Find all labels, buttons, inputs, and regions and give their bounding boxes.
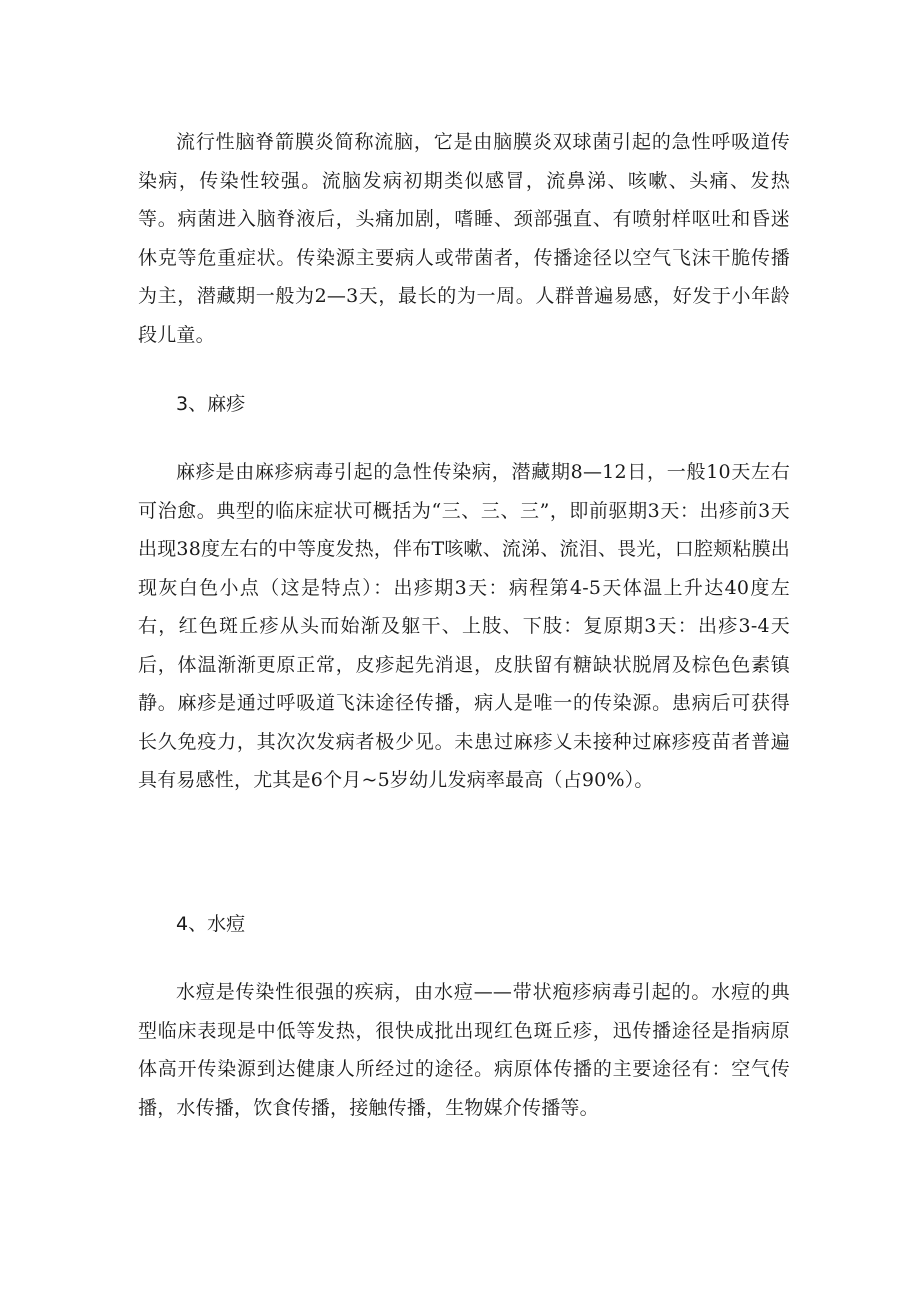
paragraph-meningitis: 流行性脑脊箭膜炎简称流脑，它是由脑膜炎双球菌引起的急性呼吸道传染病，传染性较强。流脑发病初期类似感冒，流鼻涕、咳嗽、头痛、发热等。病菌进入脑脊液后，头痛加剧，嗜睡、颈部强直、有喷射样呕吐和昏迷休克等危重症状。传染源主要病人或带菌者，传播途径以空气飞沫干脆传播为主，潜藏期一般为2—3天，最长的为一周。人群普遍易感，好发于小年龄段儿童。: [138, 131, 790, 346]
paragraph-measles: 麻疹是由麻疹病毒引起的急性传染病，潜藏期8—12日，一般10天左右可治愈。典型的临床症状可概括为“三、三、三”，即前驱期3天：出疹前3天出现38度左右的中等度发热，伴布T咳嗽、流涕、流泪、畏光，口腔颊粘膜出现灰白色小点（这是特点）：出疹期3天：病程第4-5天体温上升达40度左右，红色斑丘疹从头而始渐及躯干、上肢、下肢：复原期3天：出疹3-4天后，体温渐渐更原正常，皮疹起先消退，皮肤留有糖缺状脱屑及棕色色素镇静。麻疹是通过呼吸道飞沫途径传播，病人是唯一的传染源。患病后可获得长久免疫力，其次次发病者极少见。未患过麻疹乂未接种过麻疹疫苗者普遍具有易感性，尤其是6个月~5岁幼儿发病率最高（占90%）。: [138, 461, 790, 791]
section-heading-measles: 3、麻疹: [176, 393, 246, 415]
paragraph-chickenpox: 水痘是传染性很强的疾病，由水痘——带状疱疹病毒引起的。水痘的典型临床表现是中低等发热，很快成批出现红色斑丘疹，迅传播途径是指病原体高开传染源到达健康人所经过的途径。病原体传播的主要途径有：空气传播，水传播，饮食传播，接触传播，生物媒介传播等。: [138, 981, 790, 1119]
section-heading-chickenpox: 4、水痘: [176, 913, 246, 935]
